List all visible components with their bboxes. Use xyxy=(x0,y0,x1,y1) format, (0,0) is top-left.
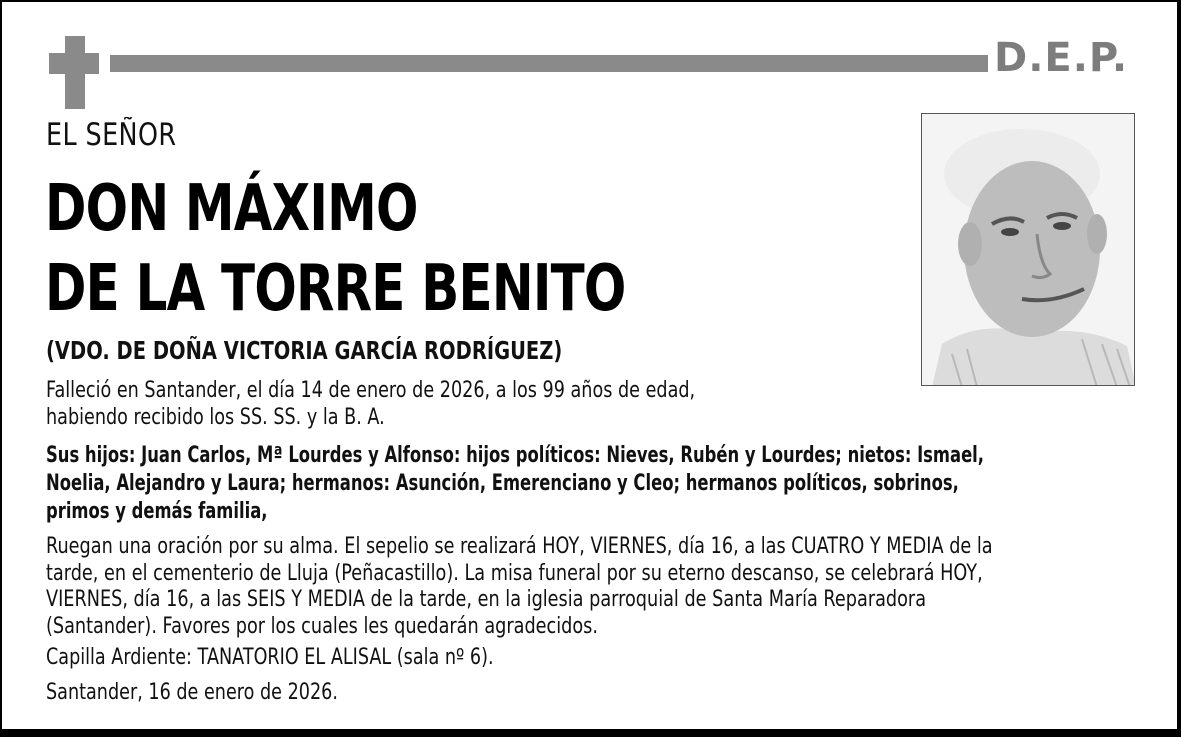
death-info xyxy=(46,378,695,431)
family-line: Noelia, Alejandro y Laura; hermanos: Asunción, Emerenciano y Cleo; hermanos políticos, sobrinos, xyxy=(46,471,959,496)
funeral-line: VIERNES, día 16, a las SEIS Y MEDIA de la tarde, en la iglesia parroquial de Santa María Reparadora xyxy=(46,587,927,612)
chapel-info: Capilla Ardiente: TANATORIO EL ALISAL (sala nº 6). xyxy=(46,645,494,670)
obituary-notice xyxy=(2,2,1177,729)
honorific: EL SEÑOR xyxy=(46,117,177,153)
portrait-image xyxy=(922,114,1135,386)
death-info-line: Falleció en Santander, el día 14 de enero de 2026, a los 99 años de edad, xyxy=(46,378,696,403)
header-rule xyxy=(110,55,988,72)
widower-of: (VDO. DE DOÑA VICTORIA GARCÍA RODRÍGUEZ) xyxy=(46,336,563,365)
deceased-name-line2: DE LA TORRE BENITO xyxy=(45,252,626,326)
funeral-line: Ruegan una oración por su alma. El sepelio se realizará HOY, VIERNES, día 16, a las CUATRO Y MEDIA de la xyxy=(46,534,993,559)
family-line: primos y demás familia, xyxy=(46,499,268,524)
cross-icon-arm xyxy=(49,53,99,74)
signoff-date: Santander, 16 de enero de 2026. xyxy=(46,680,338,705)
family-list xyxy=(46,442,984,526)
dep-label: D.E.P. xyxy=(994,35,1129,81)
family-line: Sus hijos: Juan Carlos, Mª Lourdes y Alfonso: hijos políticos: Nieves, Rubén y Lourdes; nietos: Ismael, xyxy=(46,443,985,468)
deceased-name-line1: DON MÁXIMO xyxy=(45,172,418,246)
death-info-line: habiendo recibido los SS. SS. y la B. A. xyxy=(46,404,385,430)
funeral-line: (Santander). Favores por los cuales les quedarán agradecidos. xyxy=(46,613,598,639)
funeral-details xyxy=(46,534,993,640)
funeral-line: tarde, en el cementerio de Lluja (Peñacastillo). La misa funeral por su eterno descanso, se celebrará HOY, xyxy=(46,560,983,586)
portrait-photo xyxy=(921,113,1135,386)
